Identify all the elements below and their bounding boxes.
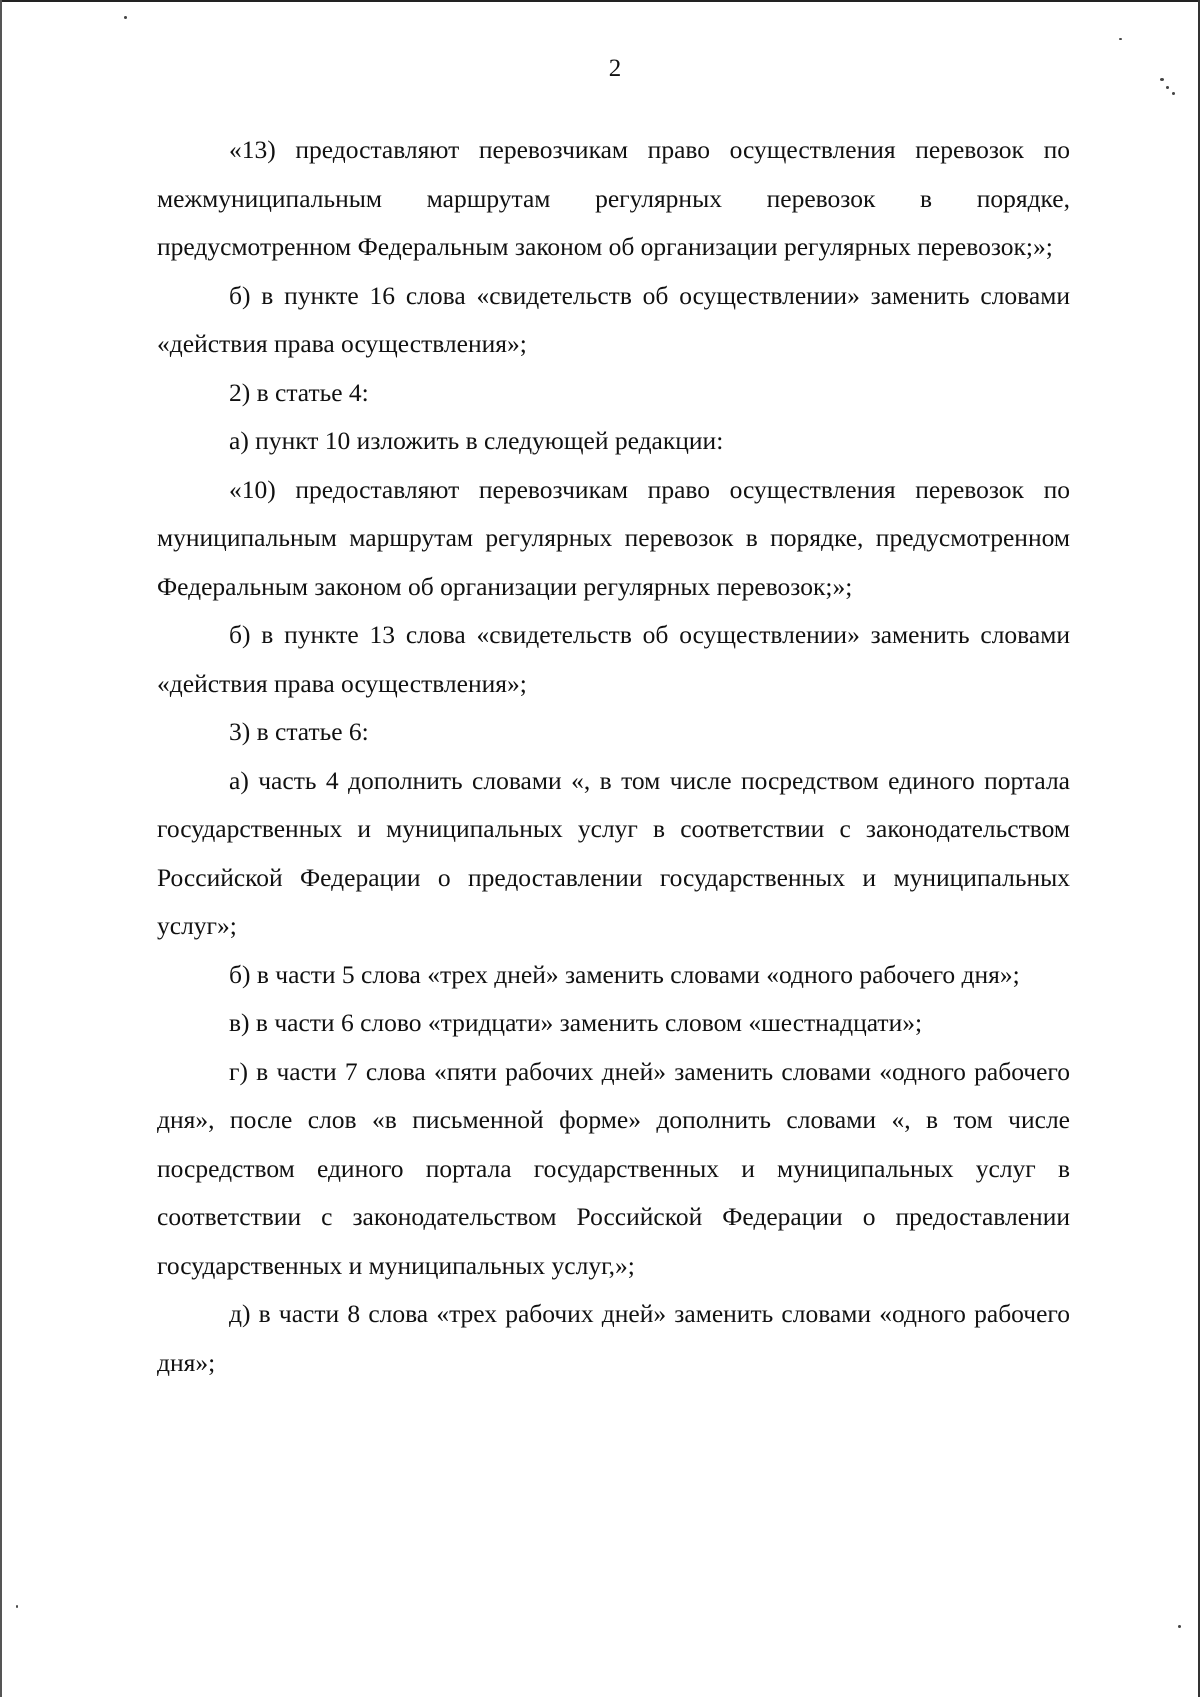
- paragraph-10-amendment: «10) предоставляют перевозчикам право осуществления перевозок по муниципальным маршрутам регулярных перевозок в порядке, предусмотренном Федеральным законом об организации регулярных перевозок;»;: [157, 474, 1070, 601]
- page-number: 2: [608, 55, 622, 82]
- paragraph-item-13: б) в пункте 13 слова «свидетельств об осуществлении» заменить словами «действия права осуществления»;: [157, 620, 1070, 698]
- scan-speck: [1172, 92, 1175, 95]
- paragraph-article-4: 2) в статье 4:: [229, 377, 369, 407]
- paragraph-item-10-intro: а) пункт 10 изложить в следующей редакции:: [229, 426, 724, 455]
- paragraph-part-4: а) часть 4 дополнить словами «, в том числе посредством единого портала государственных и муниципальных услуг в соответствии с законодательством Российской Федерации о предоставлении государственных и муниципальных услуг»;: [157, 765, 1070, 940]
- paragraph-part-6: в) в части 6 слово «тридцати» заменить словом «шестнадцати»;: [229, 1008, 923, 1037]
- document-body: [157, 126, 1070, 1387]
- paragraph-part-8: д) в части 8 слова «трех рабочих дней» заменить словами «одного рабочего дня»;: [157, 1299, 1070, 1377]
- paragraph-13-amendment: «13) предоставляют перевозчикам право осуществления перевозок по межмуниципальным маршрутам регулярных перевозок в порядке, предусмотренном Федеральным законом об организации регулярных перевозок;»;: [157, 135, 1070, 261]
- paragraph-part-7: г) в части 7 слова «пяти рабочих дней» заменить словами «одного рабочего дня», после слов «в письменной форме» дополнить словами «, в том числе посредством единого портала государственных и муниципальных услуг в соответствии с законодательством Российской Федерации о предоставлении государственных и муниципальных услуг,»;: [157, 1056, 1070, 1280]
- paragraph-article-6: 3) в статье 6:: [229, 717, 369, 746]
- scan-speck: [1119, 38, 1122, 40]
- scan-speck: [124, 16, 127, 19]
- paragraph-part-5: б) в части 5 слова «трех дней» заменить словами «одного рабочего дня»;: [229, 959, 1020, 989]
- scan-speck: [16, 1605, 18, 1608]
- scan-speck: [1178, 1625, 1181, 1628]
- scan-speck: [1166, 86, 1169, 89]
- paragraph-item-16: б) в пункте 16 слова «свидетельств об осуществлении» заменить словами «действия права осуществления»;: [157, 280, 1070, 358]
- scan-top-edge: [0, 0, 1200, 2]
- scan-left-edge: [0, 0, 2, 1697]
